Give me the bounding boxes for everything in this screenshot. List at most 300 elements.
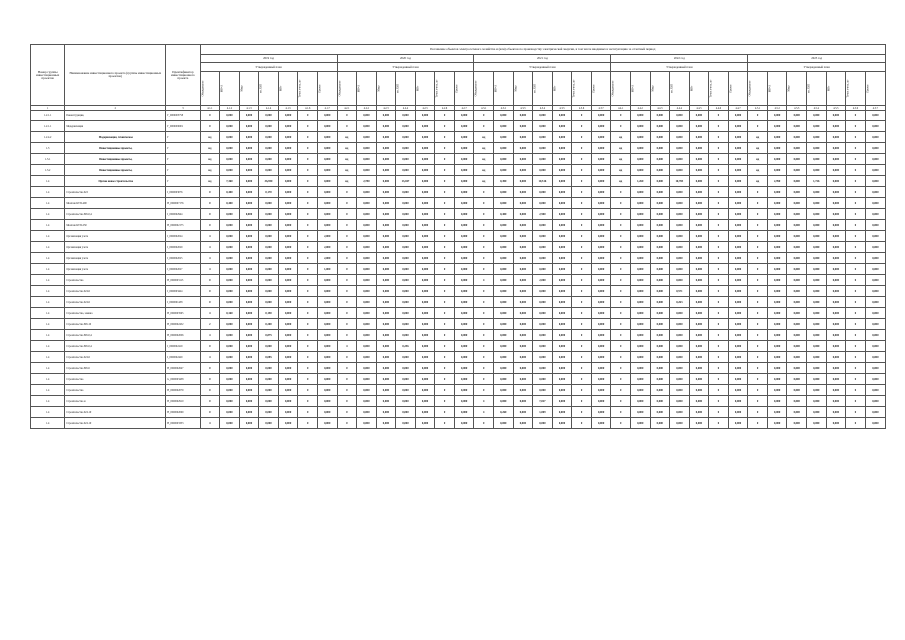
value-cell: 0,000 <box>239 341 259 352</box>
value-cell: 0,000 <box>454 319 474 330</box>
value-cell: 0 <box>435 165 455 176</box>
value-cell: 0 <box>709 363 729 374</box>
value-cell: 0 <box>298 209 318 220</box>
value-cell: 1,260 <box>630 176 650 187</box>
value-cell: 0,000 <box>278 242 298 253</box>
column-number: 4.3.7 <box>591 106 611 111</box>
value-cell: 0,000 <box>357 220 377 231</box>
value-cell: 0,000 <box>552 341 572 352</box>
column-number: 4.4.2 <box>630 106 650 111</box>
value-cell: 0,000 <box>415 275 435 286</box>
project-id: Г_0000003758 <box>166 111 200 121</box>
value-cell: 0 <box>709 176 729 187</box>
header-name: Наименование инвестиционного проекта (группы инвестиционных проектов) <box>65 45 166 106</box>
value-cell: 0,000 <box>807 363 827 374</box>
value-cell: 0,000 <box>415 418 435 429</box>
project-name: Инвестиционные проекты, <box>65 143 166 154</box>
value-cell: нд <box>200 176 220 187</box>
value-cell: 0,000 <box>767 264 787 275</box>
value-cell: 0,000 <box>278 275 298 286</box>
value-cell: 0,000 <box>239 209 259 220</box>
value-cell: 0,000 <box>454 242 474 253</box>
value-cell: 0,000 <box>552 275 572 286</box>
value-cell: 0,000 <box>552 264 572 275</box>
year-header: 2023 год <box>748 55 886 63</box>
value-cell: 0,000 <box>220 330 240 341</box>
value-cell: 0,000 <box>728 198 748 209</box>
project-id: Г <box>166 132 200 143</box>
value-cell: 0,000 <box>259 165 279 176</box>
value-cell: 0,000 <box>767 111 787 121</box>
value-cell: 0,000 <box>454 209 474 220</box>
value-cell: 0,000 <box>415 286 435 297</box>
value-cell: 0,000 <box>767 132 787 143</box>
year-header: 2021 год <box>474 55 611 63</box>
row-number: 1.4 <box>31 308 65 319</box>
value-cell: 0,000 <box>650 275 670 286</box>
value-cell: 0,000 <box>494 341 514 352</box>
value-cell: 0,000 <box>396 198 416 209</box>
value-cell: 0,000 <box>630 143 650 154</box>
value-cell: 0 <box>298 132 318 143</box>
value-cell: 0,400 <box>494 209 514 220</box>
value-cell: 0 <box>200 121 220 132</box>
value-cell: 0,000 <box>728 242 748 253</box>
value-cell: 0 <box>611 111 631 121</box>
value-cell: 0,000 <box>689 143 709 154</box>
table-row <box>31 308 886 319</box>
value-cell: 0 <box>846 220 866 231</box>
value-cell: 0,000 <box>670 308 690 319</box>
metric-header <box>630 72 650 106</box>
value-cell: 0,000 <box>826 275 846 286</box>
value-cell: 0 <box>337 275 357 286</box>
project-name: Строительство, замена <box>65 308 166 319</box>
value-cell: 0,000 <box>494 374 514 385</box>
value-cell: 2,000 <box>317 253 337 264</box>
value-cell: 0,000 <box>807 341 827 352</box>
value-cell: 0,000 <box>357 165 377 176</box>
value-cell: нд <box>611 154 631 165</box>
value-cell: 0,000 <box>689 363 709 374</box>
value-cell: 0,000 <box>220 242 240 253</box>
value-cell: 0,000 <box>259 132 279 143</box>
value-cell: 0,000 <box>591 407 611 418</box>
value-cell: 0,000 <box>533 242 553 253</box>
value-cell: 0,000 <box>767 165 787 176</box>
value-cell: нд <box>474 154 494 165</box>
value-cell: 0 <box>572 132 592 143</box>
value-cell: 0,000 <box>278 363 298 374</box>
value-cell: 0,000 <box>220 363 240 374</box>
value-cell: 0,000 <box>826 297 846 308</box>
value-cell: 0,000 <box>415 352 435 363</box>
value-cell: 0,000 <box>826 231 846 242</box>
value-cell: 0,000 <box>650 308 670 319</box>
value-cell: 0,000 <box>826 264 846 275</box>
column-number: 4.3.2 <box>494 106 514 111</box>
value-cell: 0,000 <box>630 198 650 209</box>
value-cell: 0 <box>748 242 768 253</box>
table-row <box>31 176 886 187</box>
value-cell: 0,000 <box>415 231 435 242</box>
value-cell: 0 <box>709 121 729 132</box>
value-cell: 0,000 <box>357 407 377 418</box>
value-cell: 0 <box>846 264 866 275</box>
value-cell: 0,000 <box>317 385 337 396</box>
table-row <box>31 198 886 209</box>
value-cell: 0,000 <box>533 121 553 132</box>
value-cell: 0 <box>846 297 866 308</box>
metric-header <box>572 72 592 106</box>
value-cell: 0 <box>846 165 866 176</box>
value-cell: 0,000 <box>650 198 670 209</box>
value-cell: 0,000 <box>767 253 787 264</box>
value-cell: 0,000 <box>239 352 259 363</box>
value-cell: 0,000 <box>689 242 709 253</box>
value-cell: 0,000 <box>415 198 435 209</box>
value-cell: 0 <box>337 111 357 121</box>
row-number: 1.4 <box>31 176 65 187</box>
value-cell: 0,000 <box>591 330 611 341</box>
value-cell: 0,000 <box>865 385 885 396</box>
value-cell: 0,000 <box>513 176 533 187</box>
value-cell: 0 <box>748 286 768 297</box>
column-number: 4.5.5 <box>826 106 846 111</box>
value-cell: 0,000 <box>807 220 827 231</box>
metric-header-label: Точки учета, шт <box>846 79 850 98</box>
value-cell: 0,000 <box>767 308 787 319</box>
metric-header <box>533 72 553 106</box>
value-cell: 0,000 <box>220 407 240 418</box>
row-number: 1.4 <box>31 231 65 242</box>
value-cell: 0,000 <box>220 111 240 121</box>
metric-header <box>278 72 298 106</box>
value-cell: 0,000 <box>454 220 474 231</box>
value-cell: нд <box>611 165 631 176</box>
project-name: Инвестиционные проекты, <box>65 165 166 176</box>
value-cell: 0,000 <box>357 297 377 308</box>
value-cell: 0,000 <box>533 111 553 121</box>
value-cell: 4 <box>200 231 220 242</box>
value-cell: 0,000 <box>239 253 259 264</box>
metric-header-label: Оборудование <box>474 80 478 97</box>
value-cell: 0,000 <box>454 352 474 363</box>
value-cell: 0,000 <box>220 297 240 308</box>
value-cell: 0,000 <box>591 319 611 330</box>
value-cell: 0,000 <box>317 143 337 154</box>
value-cell: 0,000 <box>591 132 611 143</box>
value-cell: 0,000 <box>259 242 279 253</box>
value-cell: 0,000 <box>552 220 572 231</box>
value-cell: 0,000 <box>630 220 650 231</box>
value-cell: 0 <box>709 286 729 297</box>
value-cell: 0 <box>572 253 592 264</box>
column-number: 4.1.4 <box>259 106 279 111</box>
value-cell: нд <box>748 132 768 143</box>
metric-header <box>357 72 377 106</box>
value-cell: 0,000 <box>630 396 650 407</box>
value-cell: нд <box>200 165 220 176</box>
value-cell: 0,000 <box>728 385 748 396</box>
value-cell: 0,000 <box>513 297 533 308</box>
value-cell: 0,000 <box>650 231 670 242</box>
value-cell: 0,000 <box>396 308 416 319</box>
value-cell: 0,000 <box>533 319 553 330</box>
value-cell: 0,000 <box>787 308 807 319</box>
value-cell: 0,000 <box>317 330 337 341</box>
metric-header-label: Мвар <box>240 85 244 92</box>
value-cell: 0,000 <box>454 286 474 297</box>
value-cell: 0,000 <box>317 121 337 132</box>
value-cell: 0,000 <box>728 407 748 418</box>
row-number: 1.3.1 <box>31 154 65 165</box>
value-cell: 0 <box>200 220 220 231</box>
project-name: Строительство КЛ-6 <box>65 286 166 297</box>
value-cell: 0 <box>572 209 592 220</box>
value-cell: 0,000 <box>357 187 377 198</box>
value-cell: 0 <box>435 231 455 242</box>
value-cell: 0,000 <box>239 165 259 176</box>
value-cell: 1,009 <box>533 407 553 418</box>
value-cell: 0,000 <box>689 319 709 330</box>
metric-header-label: Точки учета, шт <box>709 79 713 98</box>
value-cell: 0 <box>298 319 318 330</box>
value-cell: 0,000 <box>650 297 670 308</box>
value-cell: 0,000 <box>728 187 748 198</box>
value-cell: 0 <box>435 319 455 330</box>
value-cell: 0,000 <box>807 264 827 275</box>
value-cell: 0,000 <box>239 264 259 275</box>
value-cell: 0,000 <box>259 209 279 220</box>
value-cell: 0,000 <box>826 407 846 418</box>
value-cell: 0,000 <box>396 143 416 154</box>
table-row <box>31 330 886 341</box>
value-cell: 0,000 <box>317 374 337 385</box>
value-cell: 0,000 <box>494 220 514 231</box>
row-number: 1.4 <box>31 330 65 341</box>
value-cell: 0,000 <box>591 297 611 308</box>
value-cell: 0,000 <box>396 363 416 374</box>
metric-header <box>787 72 807 106</box>
value-cell: 0 <box>298 111 318 121</box>
column-number: 1 <box>31 106 65 111</box>
value-cell: 0,000 <box>787 143 807 154</box>
project-id: H_0000007176 <box>166 198 200 209</box>
value-cell: 4 <box>474 275 494 286</box>
table-row <box>31 374 886 385</box>
value-cell: 0,000 <box>239 176 259 187</box>
value-cell: 0,000 <box>807 121 827 132</box>
value-cell: 0 <box>611 418 631 429</box>
value-cell: 0,000 <box>259 275 279 286</box>
value-cell: 0,000 <box>454 308 474 319</box>
value-cell: 0,000 <box>865 187 885 198</box>
value-cell: 0 <box>846 363 866 374</box>
value-cell: 0 <box>435 308 455 319</box>
value-cell: 0,000 <box>317 165 337 176</box>
value-cell: 0 <box>748 352 768 363</box>
value-cell: 0 <box>611 396 631 407</box>
value-cell: 0,000 <box>317 198 337 209</box>
value-cell: 0 <box>474 297 494 308</box>
value-cell: 0,000 <box>728 374 748 385</box>
value-cell: 0,000 <box>670 363 690 374</box>
metric-header-label: км ЛЭП <box>396 84 400 93</box>
project-name: Строительство КЛ <box>65 187 166 198</box>
value-cell: 0,000 <box>239 220 259 231</box>
row-number: 1.4 <box>31 209 65 220</box>
value-cell: нд <box>337 132 357 143</box>
metric-header <box>376 72 396 106</box>
value-cell: 0,000 <box>415 396 435 407</box>
value-cell: 0,000 <box>591 111 611 121</box>
value-cell: 0,000 <box>396 330 416 341</box>
value-cell: 0 <box>611 121 631 132</box>
value-cell: 0,000 <box>807 418 827 429</box>
value-cell: 0,000 <box>865 374 885 385</box>
value-cell: 0,000 <box>787 363 807 374</box>
value-cell: 0,000 <box>689 111 709 121</box>
column-number: 4.1.1 <box>200 106 220 111</box>
value-cell: 0 <box>709 319 729 330</box>
value-cell: 0,000 <box>689 275 709 286</box>
value-cell: 0 <box>572 176 592 187</box>
value-cell: 0,000 <box>415 154 435 165</box>
value-cell: 0,000 <box>630 253 650 264</box>
value-cell: нд <box>200 143 220 154</box>
value-cell: 0,000 <box>259 341 279 352</box>
value-cell: 0 <box>474 418 494 429</box>
value-cell: 0 <box>748 363 768 374</box>
value-cell: 0,000 <box>494 297 514 308</box>
value-cell: 0,000 <box>415 253 435 264</box>
value-cell: 0,000 <box>415 111 435 121</box>
value-cell: 0 <box>611 297 631 308</box>
value-cell: 0 <box>709 297 729 308</box>
value-cell: 0,000 <box>787 253 807 264</box>
value-cell: 0,000 <box>357 264 377 275</box>
table-row <box>31 352 886 363</box>
value-cell: 0 <box>435 407 455 418</box>
metric-header <box>337 72 357 106</box>
column-number: 4.3.6 <box>572 106 592 111</box>
value-cell: 0,000 <box>865 143 885 154</box>
value-cell: 0,000 <box>376 209 396 220</box>
value-cell: 0,000 <box>670 319 690 330</box>
value-cell: 0,000 <box>220 132 240 143</box>
value-cell: нд <box>474 176 494 187</box>
value-cell: 0,000 <box>415 143 435 154</box>
value-cell: 0,000 <box>396 242 416 253</box>
value-cell: 0,000 <box>552 297 572 308</box>
value-cell: 0 <box>474 308 494 319</box>
value-cell: 0,000 <box>513 341 533 352</box>
value-cell: 0,000 <box>494 330 514 341</box>
value-cell: 0,000 <box>728 231 748 242</box>
project-name: Монтаж КТП-250 <box>65 220 166 231</box>
metric-header-label: км ЛЭП <box>533 84 537 93</box>
value-cell: 0,000 <box>787 154 807 165</box>
project-name: Организация учета <box>65 264 166 275</box>
value-cell: 0,000 <box>376 198 396 209</box>
column-number: 4.2.2 <box>357 106 377 111</box>
metric-header <box>650 72 670 106</box>
value-cell: 0,000 <box>357 209 377 220</box>
value-cell: 0,000 <box>533 143 553 154</box>
value-cell: 0,000 <box>317 132 337 143</box>
value-cell: 0,000 <box>494 143 514 154</box>
value-cell: 0,000 <box>278 418 298 429</box>
value-cell: 0,000 <box>454 132 474 143</box>
column-number: 4.4.3 <box>650 106 670 111</box>
value-cell: 0,000 <box>533 165 553 176</box>
value-cell: 0,000 <box>396 264 416 275</box>
value-cell: 0,000 <box>807 132 827 143</box>
value-cell: 0,000 <box>278 341 298 352</box>
value-cell: 0 <box>709 132 729 143</box>
value-cell: 0 <box>572 111 592 121</box>
value-cell: 0 <box>337 308 357 319</box>
value-cell: 0,571 <box>670 286 690 297</box>
value-cell: 0,000 <box>278 154 298 165</box>
value-cell: 0 <box>611 209 631 220</box>
value-cell: 0,000 <box>357 121 377 132</box>
column-number: 4.4.1 <box>611 106 631 111</box>
value-cell: 0,490 <box>494 176 514 187</box>
value-cell: 0 <box>435 242 455 253</box>
project-name: Строительство и <box>65 396 166 407</box>
value-cell: 0,000 <box>670 341 690 352</box>
value-cell: 0,000 <box>317 418 337 429</box>
project-id: H_0000003115 <box>166 275 200 286</box>
value-cell: 0,000 <box>728 143 748 154</box>
value-cell: 0,000 <box>630 319 650 330</box>
value-cell: 0,000 <box>787 187 807 198</box>
value-cell: 0,000 <box>376 220 396 231</box>
value-cell: 0 <box>435 143 455 154</box>
value-cell: 0,000 <box>630 111 650 121</box>
value-cell: 0,000 <box>376 286 396 297</box>
project-name: Организация учета <box>65 231 166 242</box>
value-cell: 0,000 <box>728 341 748 352</box>
value-cell: 0,000 <box>220 220 240 231</box>
value-cell: 0,000 <box>826 330 846 341</box>
row-number: 1.4 <box>31 385 65 396</box>
value-cell: 0,000 <box>357 330 377 341</box>
value-cell: 0 <box>572 242 592 253</box>
value-cell: 0 <box>611 319 631 330</box>
value-cell: 0,000 <box>591 253 611 264</box>
value-cell: 0,000 <box>591 352 611 363</box>
project-name: Модернизация, техническое <box>65 132 166 143</box>
value-cell: 0,000 <box>807 209 827 220</box>
column-number: 4.5.7 <box>865 106 885 111</box>
value-cell: нд <box>337 165 357 176</box>
value-cell: 0,000 <box>767 275 787 286</box>
value-cell: 0,000 <box>494 286 514 297</box>
value-cell: нд <box>611 176 631 187</box>
value-cell: 0,000 <box>826 111 846 121</box>
value-cell: 0,000 <box>865 418 885 429</box>
value-cell: 0,000 <box>728 111 748 121</box>
value-cell: 0,000 <box>278 209 298 220</box>
value-cell: 0 <box>611 187 631 198</box>
value-cell: нд <box>474 143 494 154</box>
value-cell: 0,000 <box>650 253 670 264</box>
value-cell: 0 <box>435 132 455 143</box>
value-cell: 0,000 <box>376 154 396 165</box>
